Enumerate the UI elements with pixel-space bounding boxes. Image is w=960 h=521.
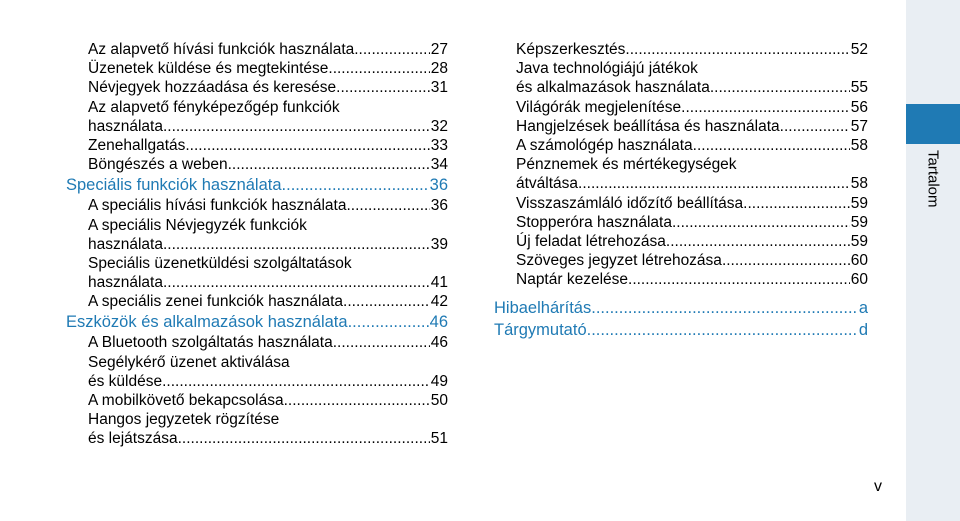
toc-leader-dots	[625, 40, 849, 59]
toc-entry-title: és lejátszása	[88, 430, 178, 448]
toc-entry[interactable]	[66, 98, 448, 117]
toc-right-column	[494, 40, 868, 341]
toc-entry-title: Eszközök és alkalmazások használata	[66, 313, 348, 332]
toc-page-number: 57	[850, 117, 868, 135]
toc-page-number: 33	[430, 136, 448, 154]
toc-page-number: 27	[430, 41, 448, 58]
toc-leader-dots	[163, 273, 430, 292]
toc-entry-title: A mobilkövető bekapcsolása	[88, 392, 284, 409]
toc-leader-dots	[666, 232, 850, 251]
toc-page-number: a	[858, 299, 868, 318]
toc-entry-title: A Bluetooth szolgáltatás használata	[88, 334, 333, 352]
toc-entry-title: Hibaelhárítás	[494, 299, 592, 318]
toc-entry-title: Tárgymutató	[494, 321, 587, 340]
toc-entry-title: Az alapvető fényképezőgép funkciók	[88, 98, 340, 116]
toc-leader-dots	[681, 98, 850, 117]
toc-leader-dots	[672, 213, 850, 232]
toc-entry[interactable]	[66, 235, 448, 254]
toc-leader-dots	[693, 136, 850, 155]
toc-leader-dots	[284, 391, 430, 410]
toc-entry-title: használata	[88, 235, 163, 253]
toc-entry-title: Szöveges jegyzet létrehozása	[516, 252, 722, 270]
toc-section-heading[interactable]	[494, 297, 868, 319]
toc-entry-title: Hangjelzések beállítása és használata	[516, 117, 780, 135]
toc-page-number: 39	[430, 235, 448, 253]
toc-entry[interactable]	[66, 59, 448, 78]
toc-entry-title: A speciális hívási funkciók használata	[88, 197, 347, 215]
toc-entry[interactable]	[494, 270, 868, 289]
toc-page-number: 58	[850, 136, 868, 154]
toc-entry-title: és alkalmazások használata	[516, 79, 710, 97]
toc-leader-dots	[354, 40, 430, 59]
toc-entry[interactable]	[494, 59, 868, 78]
toc-page-number: 32	[430, 117, 448, 135]
toc-entry-title: A számológép használata	[516, 136, 693, 154]
toc-entry-title: átváltása	[516, 175, 579, 193]
toc-leader-dots	[228, 155, 430, 174]
toc-leader-dots	[587, 319, 858, 341]
toc-leader-dots	[282, 174, 429, 196]
toc-section-heading[interactable]	[494, 319, 868, 341]
toc-entry[interactable]	[66, 254, 448, 273]
sidebar-tab-marker[interactable]	[906, 104, 960, 144]
toc-leader-dots	[178, 429, 430, 448]
toc-leader-dots	[346, 196, 429, 215]
toc-leader-dots	[780, 117, 850, 136]
toc-leader-dots	[163, 235, 430, 254]
toc-page-number: 58	[850, 175, 868, 193]
page-number: v	[874, 478, 882, 495]
toc-leader-dots	[328, 59, 429, 78]
toc-entry-title: Naptár kezelése	[516, 271, 629, 289]
toc-entry[interactable]	[66, 410, 448, 429]
toc-entry[interactable]	[66, 40, 448, 59]
toc-leader-dots	[348, 311, 429, 333]
toc-page-number: 60	[850, 271, 868, 289]
toc-entry[interactable]	[66, 136, 448, 155]
toc-entry[interactable]	[66, 117, 448, 136]
toc-entry[interactable]	[66, 292, 448, 311]
toc-entry-title: Pénznemek és mértékegységek	[516, 156, 737, 174]
toc-entry-title: Visszaszámláló időzítő beállítása	[516, 194, 744, 212]
toc-entry-title: Képszerkesztés	[516, 41, 626, 58]
toc-entry-title: Speciális funkciók használata	[66, 176, 282, 195]
toc-leader-dots	[343, 292, 430, 311]
sidebar-label: Tartalom	[924, 150, 942, 208]
toc-entry[interactable]	[66, 372, 448, 391]
toc-entry-title: és küldése	[88, 372, 163, 390]
toc-entry[interactable]	[494, 117, 868, 136]
toc-entry-title: Böngészés a weben	[88, 156, 228, 174]
toc-page-number: 55	[850, 79, 868, 97]
toc-entry-title: Világórák megjelenítése	[516, 98, 682, 116]
toc-entry-title: Java technológiájú játékok	[516, 60, 698, 78]
toc-entry-title: Névjegyek hozzáadása és keresése	[88, 79, 337, 97]
toc-page-number: d	[858, 321, 868, 340]
toc-entry[interactable]	[66, 155, 448, 174]
toc-page-number: 51	[430, 430, 448, 448]
toc-entry-title: Zenehallgatás	[88, 136, 186, 154]
toc-entry[interactable]	[66, 333, 448, 352]
toc-page-number: 36	[430, 197, 448, 215]
toc-page-number: 41	[430, 274, 448, 292]
toc-entry[interactable]	[66, 78, 448, 97]
toc-entry-title: Új feladat létrehozása	[516, 232, 666, 250]
toc-leader-dots	[722, 251, 850, 270]
toc-entry[interactable]	[494, 98, 868, 117]
toc-page-number: 60	[850, 252, 868, 270]
toc-entry-title: A speciális zenei funkciók használata	[88, 293, 344, 311]
toc-entry[interactable]	[66, 273, 448, 292]
toc-entry[interactable]	[494, 251, 868, 270]
toc-entry[interactable]	[494, 136, 868, 155]
toc-leader-dots	[578, 174, 850, 193]
toc-page-number: 49	[430, 372, 448, 390]
toc-entry-title: használata	[88, 274, 163, 292]
toc-leader-dots	[591, 297, 858, 319]
toc-entry-title: Speciális üzenetküldési szolgáltatások	[88, 254, 352, 272]
toc-entry[interactable]	[494, 78, 868, 97]
toc-leader-dots	[743, 194, 850, 213]
toc-entry-title: Hangos jegyzetek rögzítése	[88, 411, 280, 429]
toc-page-number: 59	[850, 194, 868, 212]
toc-page-number: 52	[850, 41, 868, 58]
toc-page-number: 34	[430, 156, 448, 174]
toc-page-number: 42	[430, 293, 448, 311]
sidebar-strip	[906, 0, 960, 521]
toc-page-number: 31	[430, 79, 448, 97]
toc-leader-dots	[162, 372, 430, 391]
toc-leader-dots	[628, 270, 850, 289]
toc-section-heading[interactable]	[66, 174, 448, 196]
toc-entry[interactable]	[494, 155, 868, 174]
toc-left-column	[66, 40, 448, 449]
toc-entry[interactable]	[494, 213, 868, 232]
toc-page-number: 46	[430, 334, 448, 352]
toc-entry-title: Stopperóra használata	[516, 213, 672, 231]
toc-entry[interactable]	[494, 232, 868, 251]
toc-leader-dots	[185, 136, 429, 155]
toc-page-number: 56	[850, 98, 868, 116]
toc-leader-dots	[336, 78, 430, 97]
toc-page-number: 50	[430, 392, 448, 409]
toc-entry[interactable]	[66, 353, 448, 372]
toc-entry[interactable]	[494, 40, 868, 59]
toc-entry[interactable]	[66, 216, 448, 235]
toc-entry-title: Az alapvető hívási funkciók használata	[88, 41, 355, 58]
toc-entry[interactable]	[494, 174, 868, 193]
toc-entry-title: Segélykérő üzenet aktiválása	[88, 353, 290, 371]
toc-leader-dots	[163, 117, 430, 136]
toc-entry-title: A speciális Névjegyzék funkciók	[88, 216, 307, 234]
toc-section-heading[interactable]	[66, 311, 448, 333]
toc-leader-dots	[333, 333, 430, 352]
toc-page-number: 59	[850, 232, 868, 250]
toc-page-number: 36	[429, 176, 448, 195]
toc-page-number: 28	[430, 60, 448, 78]
toc-page-number: 59	[850, 213, 868, 231]
toc-entry[interactable]	[66, 429, 448, 448]
toc-page-number: 46	[429, 313, 448, 332]
toc-entry[interactable]	[494, 194, 868, 213]
toc-entry[interactable]	[66, 196, 448, 215]
toc-entry-title: használata	[88, 117, 163, 135]
toc-leader-dots	[710, 78, 850, 97]
toc-entry[interactable]	[66, 391, 448, 410]
toc-entry-title: Üzenetek küldése és megtekintése	[88, 60, 329, 78]
